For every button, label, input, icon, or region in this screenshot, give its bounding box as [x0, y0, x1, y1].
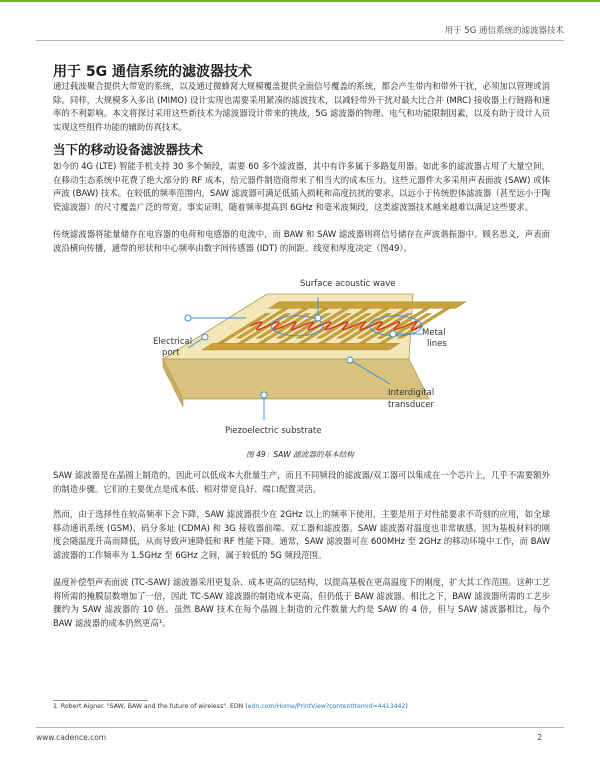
body-paragraph-1: 如今的 4G (LTE) 智能手机支持 30 多个频段，需要 60 多个滤波器，其中有许多属于多路复用器。如此多的滤波器占用了大量空间，在移动生态系统中花费了绝大部分的 RF 成本，给元器件制造商带来了相当大的成本压力。这些元器件大多采用声表面波 (SAW) 或体声波 (BAW) 技术。在较低的频率范围内，SAW 滤波器可满足低插入损耗和高度抗扰的要求，以远小于传统腔体滤波器（甚至远小于陶瓷滤波器）的尺寸覆盖广泛的带宽。事实证明，随着频率提高到 6GHz 和毫米波频段，这类滤波器技术越来越难以满足这些要求。 — [53, 161, 550, 212]
footnote-link[interactable]: edn.com/Home/PrintView?contentItemId=4413442 — [247, 703, 406, 710]
body-paragraph-4: 然而，由于选择性在较高频率下会下降，SAW 滤波器很少在 2GHz 以上的频率下使用，主要是用于对性能要求不苛刻的应用，如全球移动通讯系统 (GSM)、码分多址 (CDMA) 和 3G 接收器前端、双工器和滤波器。SAW 滤波器对温度也非常敏感，因为基板材料的刚度会随温度升高而降低，从而导致声速降低和 RF 性能下降。通常，SAW 滤波器可在 600MHz 至 2GHz 的移动环境中工作，而 BAW 滤波器的工作频率为 1.5GHz 至 6GHz 之间，属于较低的 5G 频段范围。 — [53, 509, 550, 560]
body-paragraph-2: 传统滤波器将能量储存在电容器的电荷和电感器的电流中，而 BAW 和 SAW 滤波器则将信号储存在声波谐振器中。顾名思义，声表面波沿横向传播，通带的形状和中心频率由数字间传感器 (IDT) 的间距、线宽和厚度决定（图49）。 — [53, 229, 550, 253]
label-metal-lines-2: lines — [427, 339, 447, 349]
intro-paragraph: 通过载波聚合提供大带宽的系统，以及通过微蜂窝大规模覆盖提供全面信号覆盖的系统，都会产生带内和带外干扰，必须加以管理或消除。同样，大规模多入多出 (MIMO) 设计实现也需要采用紧凑的滤波技术，以减轻带外干扰对最大比合并 (MRC) 接收器上行链路和速率的不利影响。本文将探讨采用这些新技术为滤波器设计带来的挑战，5G 滤波器的物理、电气和功能限制因素，以及有助于设计人员实现这些组件功能的辅助仿真技术。 — [53, 81, 550, 132]
label-surface-acoustic-wave: Surface acoustic wave — [300, 279, 396, 289]
callout-dot-substrate — [261, 392, 267, 398]
footnote-text: 1. Robert Aigner. "SAW, BAW and the future of wireless". EDN ( — [53, 703, 248, 710]
page-title: 用于 5G 通信系统的滤波器技术 — [53, 64, 252, 80]
footnote — [53, 703, 408, 710]
callout-dot-electrical-port — [185, 315, 191, 321]
callout-dot-surface-wave — [315, 315, 321, 321]
footnote-rule — [53, 700, 148, 701]
bus-bar-top — [269, 302, 466, 309]
footer-website[interactable]: www.cadence.com — [36, 733, 107, 742]
footer-rule — [36, 727, 564, 728]
figure-caption: 图 49：SAW 滤波器的基本结构 — [246, 450, 354, 459]
callout-dot-electrical-port-2 — [202, 334, 208, 340]
label-idt-2: transducer — [388, 400, 435, 410]
label-metal-lines-1: Metal — [422, 328, 446, 338]
label-electrical-port-1: Electrical — [153, 337, 193, 347]
label-electrical-port-2: port — [162, 348, 180, 358]
callout-dot-metal-lines — [390, 331, 396, 337]
callout-dot-idt — [347, 357, 353, 363]
section-heading: 当下的移动设备滤波器技术 — [53, 142, 204, 157]
label-idt-1: Interdigital — [388, 388, 435, 398]
page-number: 2 — [537, 733, 542, 742]
body-paragraph-3: SAW 滤波器是在晶圆上制造的，因此可以低成本大批量生产，而且不同频段的滤波器/双工器可以集成在一个芯片上，几乎不需要额外的制造步骤。它们的主要优点是成本低、相对带宽良好、端口配置灵活。 — [53, 470, 550, 494]
body-paragraph-5: 温度补偿型声表面波 (TC-SAW) 滤波器采用更复杂、成本更高的层结构，以提高基板在更高温度下的刚度，扩大其工作范围。这种工艺将所需的掩膜层数增加了一倍，因此 TC-SAW 滤波器的制造成本更高，但仍低于 BAW 滤波器。相比之下，BAW 滤波器所需的工艺步骤约为 SAW 滤波器的 10 倍。虽然 BAW 技术在每个晶圆上制造的元件数量大约是 SAW 的 4 倍，但与 SAW 滤波器相比，每个 BAW 滤波器的成本仍然更高¹。 — [53, 577, 550, 628]
running-title: 用于 5G 通信系统的滤波器技术 — [444, 26, 564, 36]
footnote-tail: ) — [405, 703, 408, 710]
label-piezoelectric-substrate: Piezoelectric substrate — [225, 426, 322, 436]
bus-bar-bottom — [202, 343, 399, 350]
